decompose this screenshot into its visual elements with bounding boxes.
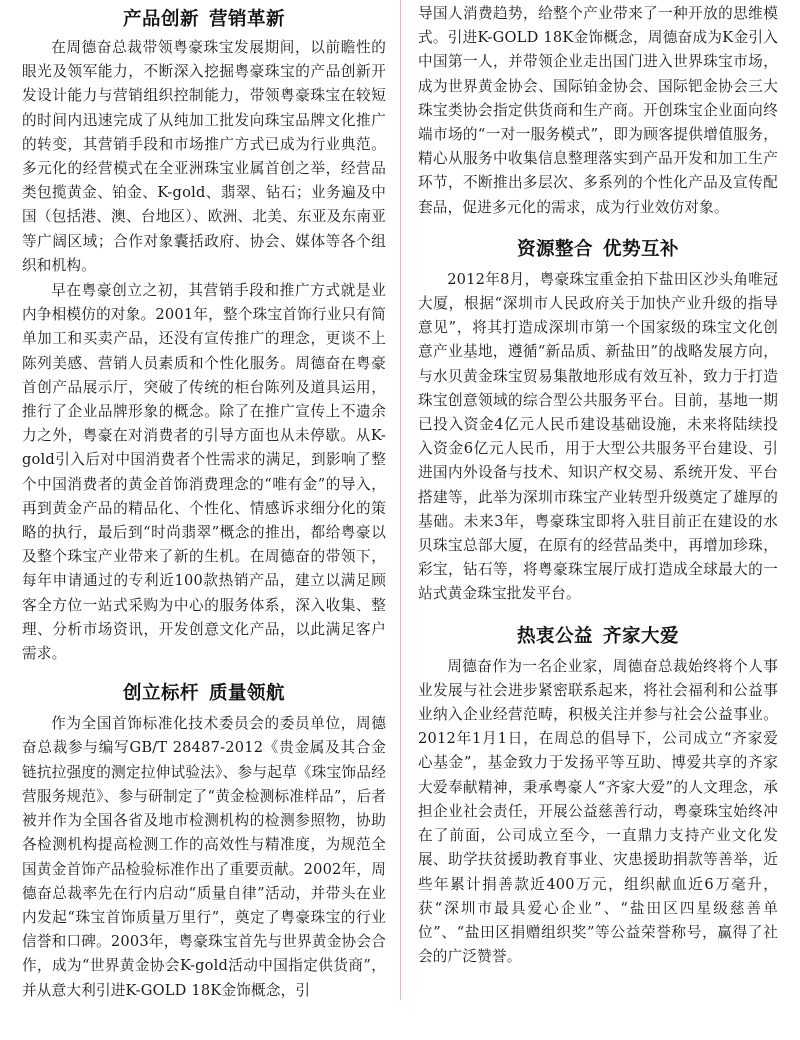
paragraph: 作为全国首饰标准化技术委员会的委员单位，周德奋总裁参与编写GB/T 28487-2012《贵金属及其合金链抗拉强度的测定拉伸试验法》、参与起草《珠宝饰品经营服务规范》、参与研制定了“黄金检测标准样品”，后者被并作为全国各省及地市检测机构的检测参照物，协助各检测机构提高检测工作的高效性与精准度，为规范全国黄金首饰产品检验标准作出了重要贡献。2002年，周德奋总裁率先在行内启动“质量自律”活动，并带头在业内发起“珠宝首饰质量万里行”，奠定了粤豪珠宝的行业信誉和口碑。2003年，粤豪珠宝首先与世界黄金协会合作，成为“世界黄金协会K-gold活动中国指定供货商”，并从意大利引进K-GOLD 18K金饰概念，引	[22, 715, 386, 999]
section-title-resource-integration	[418, 234, 778, 266]
section-title-part-b: 优势互补	[603, 238, 680, 260]
paragraph-continued: 导国人消费趋势，给整个产业带来了一种开放的思维模式。引进K-GOLD 18K金饰概念，周德奋成为K金引入中国第一人，并带领企业走出国门进入世界珠宝市场，成为世界黄金协会、国际铂金协会、国际钯金协会三大珠宝类协会指定供货商和生产商。开创珠宝企业面向终端市场的“一对一服务模式”，即为顾客提供增值服务，精心从服务中收集信息整理落实到产品开发和加工生产环节，不断推出多层次、多系列的个性化产品及宣传配套品，促进多元化的需求，成为行业效仿对象。	[418, 5, 778, 216]
section-title-part-b: 营销革新	[209, 9, 286, 30]
paragraph: 2012年8月，粤豪珠宝重金拍下盐田区沙头角唯冠大厦，根据“深圳市人民政府关于加快产业升级的指导意见”，将其打造成深圳市第一个国家级的珠宝文化创意产业基地，遵循“新品质、新盐田”的战略发展方向，与水贝黄金珠宝贸易集散地形成有效互补，致力于打造珠宝创意领域的综合型公共服务平台。目前，基地一期已投入资金4亿元人民币建设基础设施，未来将陆续投入资金6亿元人民币，用于大型公共服务平台建设、引进国内外设备与技术、知识产权交易、系统开发、平台搭建等，此举为深圳市珠宝产业转型升级奠定了雄厚的基础。未来3年，粤豪珠宝即将入驻目前正在建设的水贝珠宝总部大厦，在原有的经营品类中，再增加珍珠，彩宝，钻石等，将粤豪珠宝展厅成打造成全球最大的一站式黄金珠宝批发平台。	[418, 270, 778, 603]
paragraph: 早在粤豪创立之初，其营销手段和推广方式就是业内争相模仿的对象。2001年，整个珠宝首饰行业只有简单加工和买卖产品，还没有宣传推广的理念，更谈不上陈列美感、营销人员素质和个性化服务。周德奋在粤豪首创产品展示厅，突破了传统的柜台陈列及道具运用，推行了企业品牌形象的概念。除了在推广宣传上不遗余力之外，粤豪在对消费者的引导方面也从未停歇。从K-gold引入后对中国消费者个性需求的满足，到影响了整个中国消费者的黄金首饰消费理念的“唯有金”的导入，再到黄金产品的精品化、个性化、情感诉求细分化的策略的执行，最后到“时尚翡翠”概念的推出，都给粤豪以及整个珠宝产业带来了新的生机。在周德奋的带领下，每年申请通过的专利近100款热销产品，建立以满足顾客全方位一站式采购为中心的服务体系，深入收集、整理、分析市场资讯，开发创意文化产品，以此满足客户需求。	[22, 282, 386, 663]
right-column	[418, 0, 778, 969]
section-title-part-a: 创立标杆	[122, 683, 199, 705]
paragraph: 周德奋作为一名企业家，周德奋总裁始终将个人事业发展与社会进步紧密联系起来，将社会福利和公益事业纳入企业经营范畴，积极关注并参与社会公益事业。2012年1月1日，在周总的倡导下，公司成立“齐家爱心基金”，基金致力于发扬平等互助、博爱共享的齐家大爱奉献精神，秉承粤豪人“齐家大爱”的人文理念，承担企业社会责任，开展公益慈善行动，粤豪珠宝始终冲在了前面，公司成立至今，一直鼎力支持产业文化发展、助学扶贫援助教育事业、灾患援助捐款等善举，近些年累计捐善款近400万元，组织献血近6万毫升，获“深圳市最具爱心企业”、“盐田区四星级慈善单位”、“盐田区捐赠组织奖”等公益荣誉称号，赢得了社会的广泛赞誉。	[418, 657, 778, 966]
left-column	[22, 0, 386, 1003]
section-title-product-innovation	[22, 4, 386, 36]
section-title-public-welfare	[418, 621, 778, 653]
section-title-part-a: 热衷公益	[516, 625, 593, 647]
column-divider	[400, 0, 401, 1000]
section-title-part-b: 齐家大爱	[603, 625, 680, 647]
paragraph: 在周德奋总裁带领粤豪珠宝发展期间，以前瞻性的眼光及领军能力，不断深入挖掘粤豪珠宝的产品创新开发设计能力与营销组织控制能力，带领粤豪珠宝在较短的时间内迅速完成了从纯加工批发向珠宝品牌文化推广的转变，其营销手段和市场推广方式已成为行业典范。多元化的经营模式在全亚洲珠宝业属首创之举，经营品类包揽黄金、铂金、K-gold、翡翠、钻石；业务遍及中国（包括港、澳、台地区）、欧洲、北美、东亚及东南亚等广阔区域；合作对象囊括政府、协会、媒体等各个组织和机构。	[22, 39, 386, 274]
section-title-part-a: 产品创新	[122, 9, 199, 30]
section-title-part-b: 质量领航	[209, 683, 286, 705]
section-title-part-a: 资源整合	[516, 238, 593, 260]
section-title-benchmark-quality	[22, 678, 386, 710]
